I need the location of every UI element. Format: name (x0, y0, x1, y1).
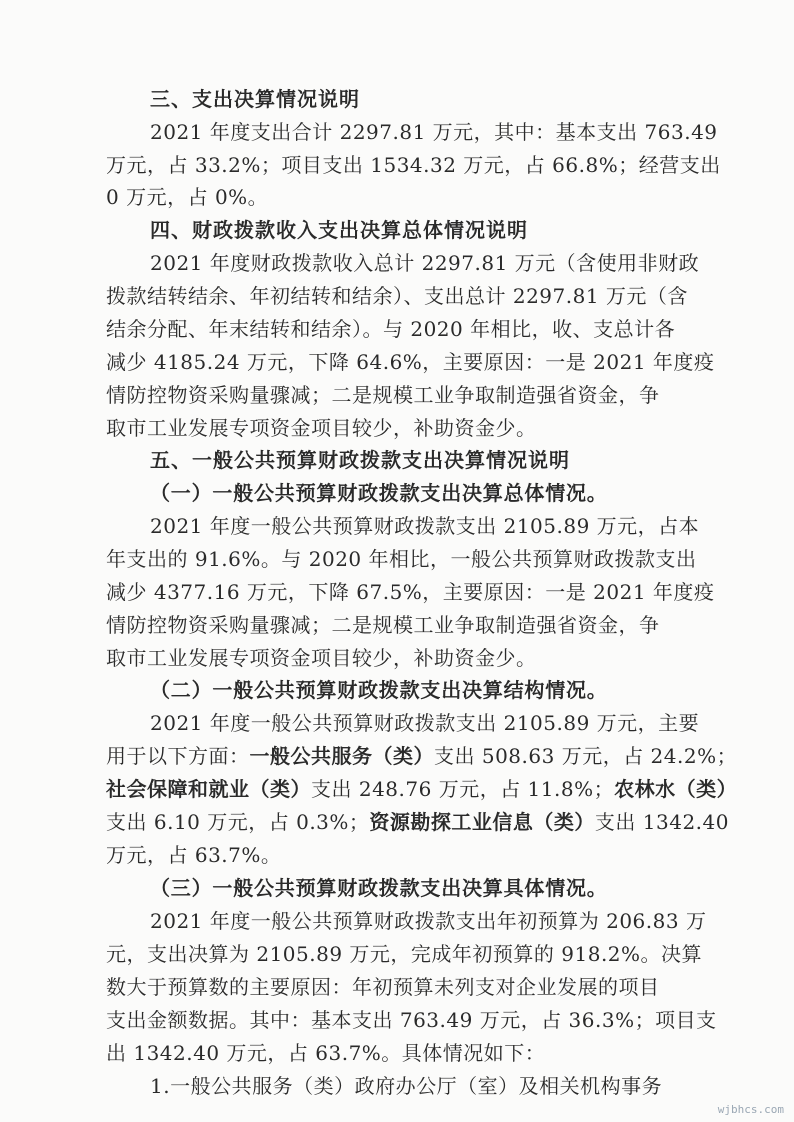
paragraph-line: 万元，占 33.2%；项目支出 1534.32 万元，占 66.8%；经营支出 (106, 153, 721, 177)
paragraph-line: 2021 年度一般公共预算财政拨款支出 2105.89 万元，主要 (150, 711, 700, 735)
text-run: 支出 6.10 万元，占 0.3%； (106, 810, 370, 834)
paragraph-line: 取市工业发展专项资金项目较少，补助资金少。 (106, 416, 537, 440)
paragraph-line: 2021 年度支出合计 2297.81 万元，其中：基本支出 763.49 (150, 120, 718, 144)
paragraph-line: 数大于预算数的主要原因：年初预算未列支对企业发展的项目 (106, 975, 660, 999)
paragraph-line (106, 806, 729, 838)
text-run: 支出 248.76 万元，占 11.8%； (311, 777, 615, 801)
category-agriculture: 农林水（类） (614, 777, 738, 801)
paragraph-line: 年支出的 91.6%。与 2020 年相比，一般公共预算财政拨款支出 (106, 547, 697, 571)
paragraph-line: 减少 4377.16 万元，下降 67.5%，主要原因：一是 2021 年度疫 (106, 580, 715, 604)
paragraph-line: 2021 年度一般公共预算财政拨款支出年初预算为 206.83 万 (150, 909, 707, 933)
category-resources-industry: 资源勘探工业信息（类） (369, 810, 595, 834)
paragraph-line: 2021 年度财政拨款收入总计 2297.81 万元（含使用非财政 (150, 251, 700, 275)
category-general-public-services: 一般公共服务（类） (249, 744, 434, 768)
paragraph-line: 情防控物资采购量骤减；二是规模工业争取制造强省资金，争 (106, 383, 660, 407)
paragraph-line: 元，支出决算为 2105.89 万元，完成年初预算的 918.2%。决算 (106, 942, 703, 966)
text-run: 支出 1342.40 (594, 810, 729, 834)
section-heading-3: 三、支出决算情况说明 (150, 87, 360, 111)
section-heading-5: 五、一般公共预算财政拨款支出决算情况说明 (150, 448, 570, 472)
text-run: 用于以下方面： (106, 744, 250, 768)
paragraph-line: 出 1342.40 万元，占 63.7%。具体情况如下： (106, 1041, 546, 1065)
paragraph-line: 万元，占 63.7%。 (106, 843, 282, 867)
subheading-3: （三）一般公共预算财政拨款支出决算具体情况。 (150, 876, 608, 900)
paragraph-line: 0 万元，占 0%。 (106, 185, 269, 209)
paragraph-line (106, 773, 737, 805)
subheading-2: （二）一般公共预算财政拨款支出决算结构情况。 (150, 678, 608, 702)
watermark: wjbhcs.com (717, 1103, 784, 1116)
text-run: 支出 508.63 万元，占 24.2%； (434, 744, 738, 768)
paragraph-line (106, 740, 737, 772)
paragraph-line: 2021 年度一般公共预算财政拨款支出 2105.89 万元，占本 (150, 514, 700, 538)
section-heading-4: 四、财政拨款收入支出决算总体情况说明 (150, 218, 528, 242)
category-social-security: 社会保障和就业（类） (106, 777, 311, 801)
paragraph-line: 减少 4185.24 万元，下降 64.6%，主要原因：一是 2021 年度疫 (106, 350, 715, 374)
paragraph-line: 1.一般公共服务（类）政府办公厅（室）及相关机构事务 (150, 1074, 663, 1098)
paragraph-line: 情防控物资采购量骤减；二是规模工业争取制造强省资金，争 (106, 613, 660, 637)
subheading-1: （一）一般公共预算财政拨款支出决算总体情况。 (150, 481, 608, 505)
paragraph-line: 拨款结转结余、年初结转和结余）、支出总计 2297.81 万元（含 (106, 284, 688, 308)
paragraph-line: 取市工业发展专项资金项目较少，补助资金少。 (106, 646, 537, 670)
paragraph-line: 支出金额数据。其中：基本支出 763.49 万元，占 36.3%；项目支 (106, 1008, 717, 1032)
paragraph-line: 结余分配、年末结转和结余）。与 2020 年相比，收、支总计各 (106, 317, 676, 341)
